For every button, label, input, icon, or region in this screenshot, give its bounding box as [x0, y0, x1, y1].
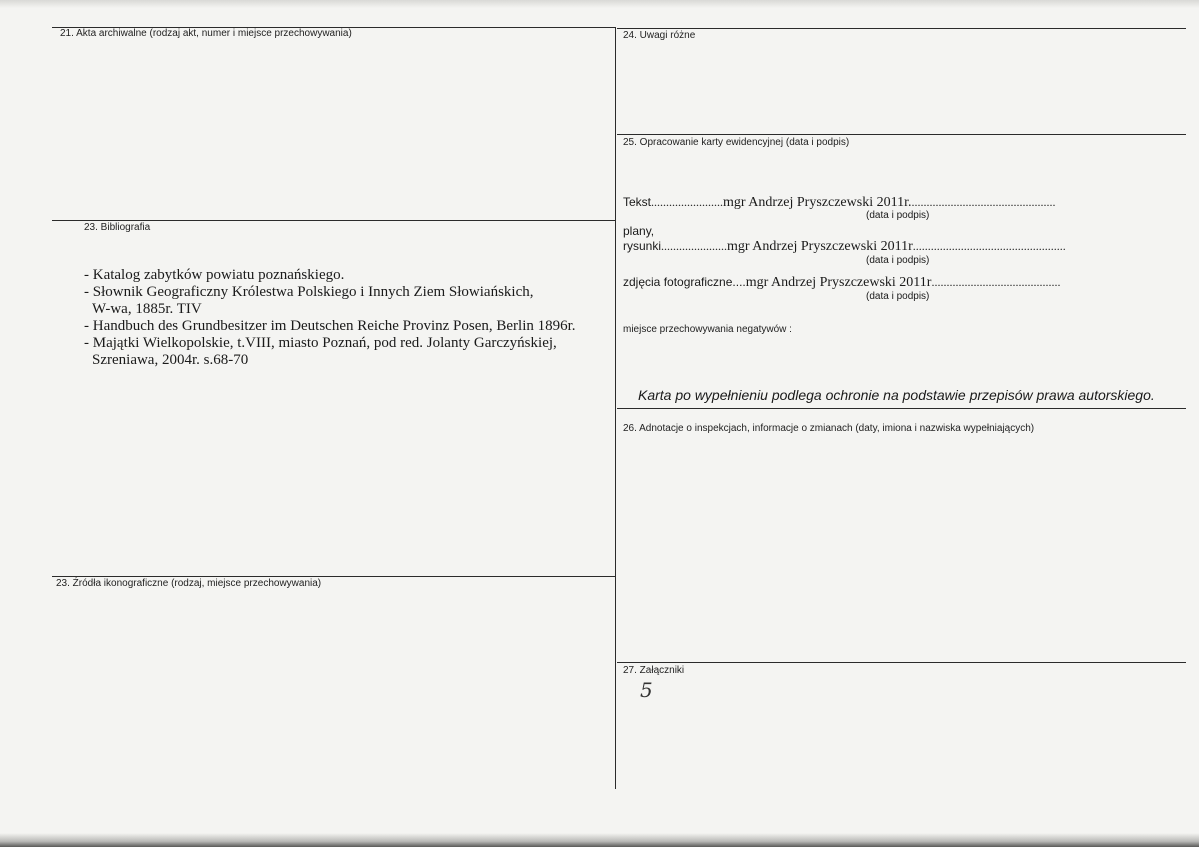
- date-signature-caption: (data i podpis): [866, 255, 930, 266]
- section-24-label: 24. Uwagi różne: [623, 30, 696, 41]
- bibliography-item-continuation: Szreniawa, 2004r. s.68-70: [92, 352, 249, 368]
- section-27-label: 27. Załączniki: [623, 665, 685, 676]
- scan-top-edge: [0, 0, 1199, 8]
- author-name: mgr Andrzej Pryszczewski 2011r: [745, 275, 932, 290]
- bibliography-item: - Handbuch des Grundbesitzer im Deutschen Reiche Provinz Posen, Berlin 1896r.: [84, 318, 576, 334]
- bibliography-item: - Majątki Wielkopolskie, t.VIII, miasto Poznań, pod red. Jolanty Garczyńskiej,: [84, 335, 557, 351]
- bibliography-item: - Słownik Geograficzny Królestwa Polskiego i Innych Ziem Słowiańskich,: [84, 284, 534, 300]
- date-signature-caption: (data i podpis): [866, 210, 930, 221]
- rule-bibliography-top: [52, 220, 615, 221]
- signature-row-text: [623, 195, 1055, 211]
- dotted-leader: ...................................................: [912, 239, 1066, 253]
- bibliography-item: - Katalog zabytków powiatu poznańskiego.: [84, 267, 345, 283]
- bibliography-item-continuation: W-wa, 1885r. TIV: [92, 301, 202, 317]
- rule-s25-top: [617, 134, 1186, 135]
- rule-s27-top: [617, 662, 1186, 663]
- rule-s26-top: [617, 408, 1186, 409]
- row-prefix: rysunki: [623, 239, 662, 253]
- rule-top-right: [617, 28, 1186, 29]
- plany-label: plany,: [623, 224, 655, 238]
- rule-center-vertical: [615, 27, 616, 789]
- negatives-location-label: miejsce przechowywania negatywów :: [623, 324, 792, 335]
- section-26-label: 26. Adnotacje o inspekcjach, informacje o zmianach (daty, imiona i nazwiska wypełniających): [623, 423, 1035, 434]
- row-prefix: Tekst: [623, 195, 652, 209]
- attachments-count-handwritten: 5: [640, 678, 653, 702]
- section-25-label: 25. Opracowanie karty ewidencyjnej (data i podpis): [623, 137, 850, 148]
- dotted-leader: ........................: [651, 195, 724, 209]
- scan-bottom-edge: [0, 833, 1199, 847]
- dotted-leader: ......................: [661, 239, 728, 253]
- section-23-bibliography-label: 23. Bibliografia: [84, 222, 151, 233]
- author-name: mgr Andrzej Pryszczewski 2011r.: [723, 195, 912, 210]
- signature-row-rysunki: [623, 239, 1066, 255]
- signature-row-photos: [623, 275, 1060, 291]
- dotted-leader: ...........................................: [931, 275, 1061, 289]
- bibliography-list: [84, 267, 576, 369]
- copyright-note: Karta po wypełnieniu podlega ochronie na podstawie przepisów prawa autorskiego.: [638, 387, 1155, 403]
- rule-iconography-top: [52, 576, 615, 577]
- section-23-iconography-label: 23. Źródła ikonograficzne (rodzaj, miejsce przechowywania): [56, 578, 322, 589]
- row-prefix: zdjęcia fotograficzne....: [623, 275, 746, 289]
- dotted-leader: ................................................: [911, 195, 1056, 209]
- author-name: mgr Andrzej Pryszczewski 2011r: [727, 239, 913, 254]
- date-signature-caption: (data i podpis): [866, 291, 930, 302]
- section-21-label: 21. Akta archiwalne (rodzaj akt, numer i miejsce przechowywania): [60, 28, 352, 39]
